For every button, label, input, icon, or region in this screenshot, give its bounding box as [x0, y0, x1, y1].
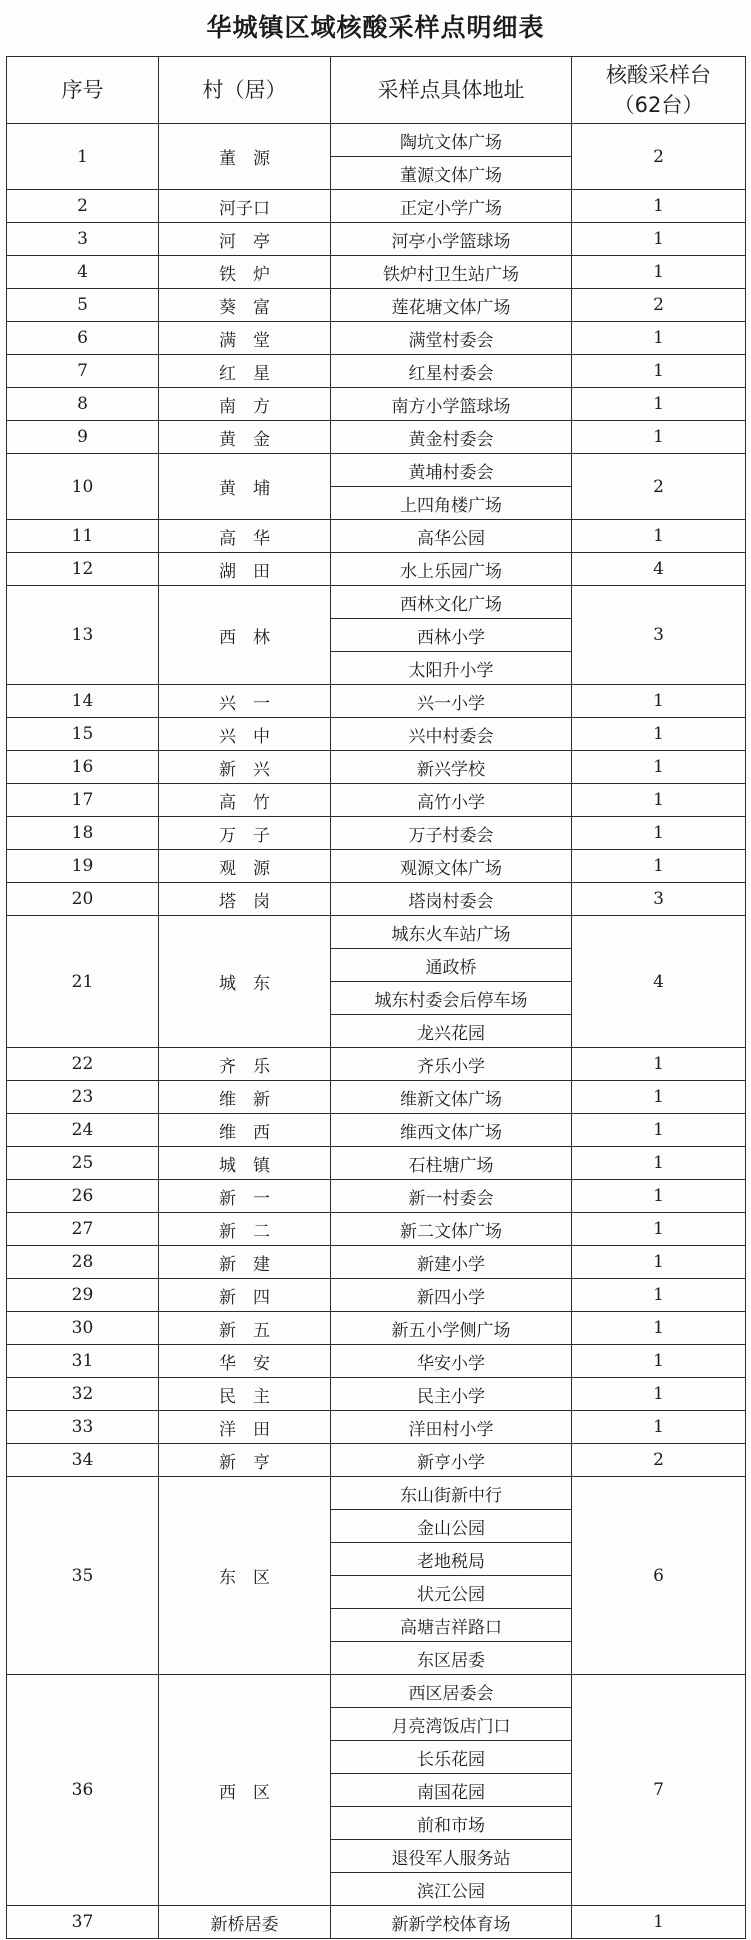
cell-village: 维 新 [159, 1081, 331, 1114]
cell-machine-count: 4 [572, 916, 746, 1048]
table-row [7, 454, 746, 487]
cell-village: 满 堂 [159, 322, 331, 355]
cell-machine-count: 1 [572, 718, 746, 751]
table-row [7, 223, 746, 256]
cell-village: 西 区 [159, 1675, 331, 1906]
cell-machine-count: 1 [572, 256, 746, 289]
table-row [7, 421, 746, 454]
cell-site-address: 新五小学侧广场 [331, 1312, 572, 1345]
cell-village: 塔 岗 [159, 883, 331, 916]
cell-seq: 8 [7, 388, 159, 421]
cell-site-address: 太阳升小学 [331, 652, 572, 685]
cell-machine-count: 1 [572, 751, 746, 784]
cell-village: 湖 田 [159, 553, 331, 586]
cell-village: 新 一 [159, 1180, 331, 1213]
cell-machine-count: 6 [572, 1477, 746, 1675]
cell-village: 高 华 [159, 520, 331, 553]
table-row [7, 1477, 746, 1510]
table-row [7, 883, 746, 916]
cell-site-address: 东山街新中行 [331, 1477, 572, 1510]
cell-seq: 31 [7, 1345, 159, 1378]
cell-site-address: 民主小学 [331, 1378, 572, 1411]
cell-village: 新 建 [159, 1246, 331, 1279]
cell-machine-count: 1 [572, 685, 746, 718]
cell-seq: 22 [7, 1048, 159, 1081]
cell-machine-count: 2 [572, 124, 746, 190]
cell-village: 新 兴 [159, 751, 331, 784]
cell-site-address: 状元公园 [331, 1576, 572, 1609]
cell-site-address: 万子村委会 [331, 817, 572, 850]
table-row [7, 1279, 746, 1312]
cell-seq: 17 [7, 784, 159, 817]
cell-site-address: 上四角楼广场 [331, 487, 572, 520]
cell-village: 新桥居委 [159, 1906, 331, 1939]
header-village: 村（居） [159, 57, 331, 124]
cell-seq: 10 [7, 454, 159, 520]
cell-machine-count: 1 [572, 1048, 746, 1081]
table-row [7, 784, 746, 817]
cell-seq: 24 [7, 1114, 159, 1147]
cell-machine-count: 1 [572, 1279, 746, 1312]
cell-machine-count: 2 [572, 454, 746, 520]
cell-seq: 4 [7, 256, 159, 289]
cell-machine-count: 1 [572, 322, 746, 355]
cell-site-address: 新亨小学 [331, 1444, 572, 1477]
cell-site-address: 新二文体广场 [331, 1213, 572, 1246]
cell-village: 城 镇 [159, 1147, 331, 1180]
cell-site-address: 塔岗村委会 [331, 883, 572, 916]
cell-village: 洋 田 [159, 1411, 331, 1444]
cell-site-address: 退役军人服务站 [331, 1840, 572, 1873]
sampling-sites-table [6, 56, 746, 1939]
cell-site-address: 滨江公园 [331, 1873, 572, 1906]
table-row [7, 256, 746, 289]
table-row [7, 553, 746, 586]
cell-site-address: 满堂村委会 [331, 322, 572, 355]
table-row [7, 1048, 746, 1081]
cell-machine-count: 1 [572, 223, 746, 256]
table-header-row [7, 57, 746, 124]
cell-site-address: 陶坑文体广场 [331, 124, 572, 157]
cell-seq: 29 [7, 1279, 159, 1312]
table-row [7, 1675, 746, 1708]
table-row [7, 1180, 746, 1213]
cell-site-address: 高塘吉祥路口 [331, 1609, 572, 1642]
cell-seq: 11 [7, 520, 159, 553]
cell-seq: 16 [7, 751, 159, 784]
cell-site-address: 金山公园 [331, 1510, 572, 1543]
cell-seq: 20 [7, 883, 159, 916]
cell-machine-count: 1 [572, 421, 746, 454]
cell-site-address: 正定小学广场 [331, 190, 572, 223]
cell-site-address: 龙兴花园 [331, 1015, 572, 1048]
table-row [7, 850, 746, 883]
cell-site-address: 高竹小学 [331, 784, 572, 817]
cell-machine-count: 1 [572, 1114, 746, 1147]
cell-site-address: 兴一小学 [331, 685, 572, 718]
cell-site-address: 兴中村委会 [331, 718, 572, 751]
cell-seq: 7 [7, 355, 159, 388]
cell-site-address: 黄金村委会 [331, 421, 572, 454]
cell-site-address: 通政桥 [331, 949, 572, 982]
cell-village: 黄 金 [159, 421, 331, 454]
table-row [7, 124, 746, 157]
cell-site-address: 南国花园 [331, 1774, 572, 1807]
cell-site-address: 华安小学 [331, 1345, 572, 1378]
cell-seq: 12 [7, 553, 159, 586]
header-machines-total: （62台） [613, 93, 704, 117]
cell-village: 铁 炉 [159, 256, 331, 289]
table-row [7, 388, 746, 421]
cell-machine-count: 2 [572, 1444, 746, 1477]
cell-machine-count: 1 [572, 1378, 746, 1411]
table-row [7, 322, 746, 355]
cell-machine-count: 3 [572, 586, 746, 685]
cell-seq: 14 [7, 685, 159, 718]
table-row [7, 1213, 746, 1246]
table-row [7, 1345, 746, 1378]
cell-seq: 19 [7, 850, 159, 883]
cell-seq: 35 [7, 1477, 159, 1675]
table-row [7, 817, 746, 850]
cell-site-address: 城东村委会后停车场 [331, 982, 572, 1015]
table-row [7, 1246, 746, 1279]
cell-seq: 32 [7, 1378, 159, 1411]
cell-site-address: 东区居委 [331, 1642, 572, 1675]
cell-village: 西 林 [159, 586, 331, 685]
cell-site-address: 新一村委会 [331, 1180, 572, 1213]
cell-seq: 15 [7, 718, 159, 751]
cell-site-address: 洋田村小学 [331, 1411, 572, 1444]
table-row [7, 1081, 746, 1114]
cell-seq: 2 [7, 190, 159, 223]
cell-seq: 18 [7, 817, 159, 850]
cell-machine-count: 1 [572, 1147, 746, 1180]
cell-village: 东 区 [159, 1477, 331, 1675]
cell-site-address: 莲花塘文体广场 [331, 289, 572, 322]
cell-site-address: 高华公园 [331, 520, 572, 553]
cell-seq: 3 [7, 223, 159, 256]
cell-machine-count: 1 [572, 355, 746, 388]
cell-machine-count: 1 [572, 1180, 746, 1213]
cell-village: 黄 埔 [159, 454, 331, 520]
cell-seq: 9 [7, 421, 159, 454]
cell-seq: 26 [7, 1180, 159, 1213]
cell-machine-count: 1 [572, 190, 746, 223]
cell-site-address: 维新文体广场 [331, 1081, 572, 1114]
cell-seq: 5 [7, 289, 159, 322]
cell-village: 万 子 [159, 817, 331, 850]
table-row [7, 718, 746, 751]
header-seq: 序号 [7, 57, 159, 124]
cell-machine-count: 1 [572, 520, 746, 553]
cell-site-address: 新兴学校 [331, 751, 572, 784]
cell-site-address: 石柱塘广场 [331, 1147, 572, 1180]
cell-site-address: 新新学校体育场 [331, 1906, 572, 1939]
cell-site-address: 齐乐小学 [331, 1048, 572, 1081]
cell-machine-count: 1 [572, 388, 746, 421]
table-row [7, 1444, 746, 1477]
cell-village: 葵 富 [159, 289, 331, 322]
cell-machine-count: 1 [572, 1411, 746, 1444]
table-row [7, 355, 746, 388]
cell-site-address: 月亮湾饭店门口 [331, 1708, 572, 1741]
header-machines-label: 核酸采样台 [606, 63, 711, 87]
cell-machine-count: 1 [572, 850, 746, 883]
table-row [7, 289, 746, 322]
cell-seq: 33 [7, 1411, 159, 1444]
cell-site-address: 前和市场 [331, 1807, 572, 1840]
cell-site-address: 西林文化广场 [331, 586, 572, 619]
cell-machine-count: 1 [572, 784, 746, 817]
cell-machine-count: 1 [572, 1312, 746, 1345]
table-row [7, 520, 746, 553]
header-machines [572, 57, 746, 124]
table-row [7, 1147, 746, 1180]
cell-machine-count: 1 [572, 1345, 746, 1378]
cell-machine-count: 1 [572, 1213, 746, 1246]
cell-village: 维 西 [159, 1114, 331, 1147]
table-row [7, 751, 746, 784]
cell-seq: 25 [7, 1147, 159, 1180]
cell-site-address: 维西文体广场 [331, 1114, 572, 1147]
cell-village: 高 竹 [159, 784, 331, 817]
cell-village: 兴 一 [159, 685, 331, 718]
cell-village: 兴 中 [159, 718, 331, 751]
cell-site-address: 新四小学 [331, 1279, 572, 1312]
header-address: 采样点具体地址 [331, 57, 572, 124]
table-row [7, 1114, 746, 1147]
cell-site-address: 观源文体广场 [331, 850, 572, 883]
cell-seq: 36 [7, 1675, 159, 1906]
cell-site-address: 老地税局 [331, 1543, 572, 1576]
table-row [7, 1312, 746, 1345]
cell-seq: 37 [7, 1906, 159, 1939]
table-row [7, 190, 746, 223]
cell-village: 民 主 [159, 1378, 331, 1411]
cell-site-address: 南方小学篮球场 [331, 388, 572, 421]
table-row [7, 1906, 746, 1939]
cell-machine-count: 2 [572, 289, 746, 322]
cell-village: 城 东 [159, 916, 331, 1048]
table-row [7, 586, 746, 619]
cell-village: 董 源 [159, 124, 331, 190]
cell-village: 新 四 [159, 1279, 331, 1312]
cell-village: 新 二 [159, 1213, 331, 1246]
cell-village: 观 源 [159, 850, 331, 883]
cell-seq: 27 [7, 1213, 159, 1246]
cell-village: 河 亭 [159, 223, 331, 256]
cell-village: 华 安 [159, 1345, 331, 1378]
cell-village: 新 五 [159, 1312, 331, 1345]
cell-village: 南 方 [159, 388, 331, 421]
cell-site-address: 红星村委会 [331, 355, 572, 388]
table-row [7, 1378, 746, 1411]
cell-seq: 1 [7, 124, 159, 190]
cell-machine-count: 1 [572, 1246, 746, 1279]
cell-site-address: 铁炉村卫生站广场 [331, 256, 572, 289]
cell-site-address: 河亭小学篮球场 [331, 223, 572, 256]
page-title: 华城镇区域核酸采样点明细表 [206, 13, 545, 42]
cell-site-address: 董源文体广场 [331, 157, 572, 190]
cell-site-address: 城东火车站广场 [331, 916, 572, 949]
cell-seq: 23 [7, 1081, 159, 1114]
cell-seq: 30 [7, 1312, 159, 1345]
cell-village: 红 星 [159, 355, 331, 388]
cell-site-address: 西林小学 [331, 619, 572, 652]
cell-seq: 21 [7, 916, 159, 1048]
cell-site-address: 西区居委会 [331, 1675, 572, 1708]
table-row [7, 685, 746, 718]
cell-village: 新 亨 [159, 1444, 331, 1477]
table-row [7, 1411, 746, 1444]
cell-seq: 13 [7, 586, 159, 685]
cell-seq: 6 [7, 322, 159, 355]
cell-machine-count: 1 [572, 1906, 746, 1939]
cell-seq: 34 [7, 1444, 159, 1477]
cell-site-address: 长乐花园 [331, 1741, 572, 1774]
cell-site-address: 黄埔村委会 [331, 454, 572, 487]
cell-machine-count: 3 [572, 883, 746, 916]
cell-machine-count: 1 [572, 1081, 746, 1114]
cell-machine-count: 4 [572, 553, 746, 586]
table-body [7, 124, 746, 1939]
cell-machine-count: 1 [572, 817, 746, 850]
table-row [7, 916, 746, 949]
cell-village: 河子口 [159, 190, 331, 223]
cell-site-address: 新建小学 [331, 1246, 572, 1279]
cell-machine-count: 7 [572, 1675, 746, 1906]
cell-village: 齐 乐 [159, 1048, 331, 1081]
cell-site-address: 水上乐园广场 [331, 553, 572, 586]
cell-seq: 28 [7, 1246, 159, 1279]
